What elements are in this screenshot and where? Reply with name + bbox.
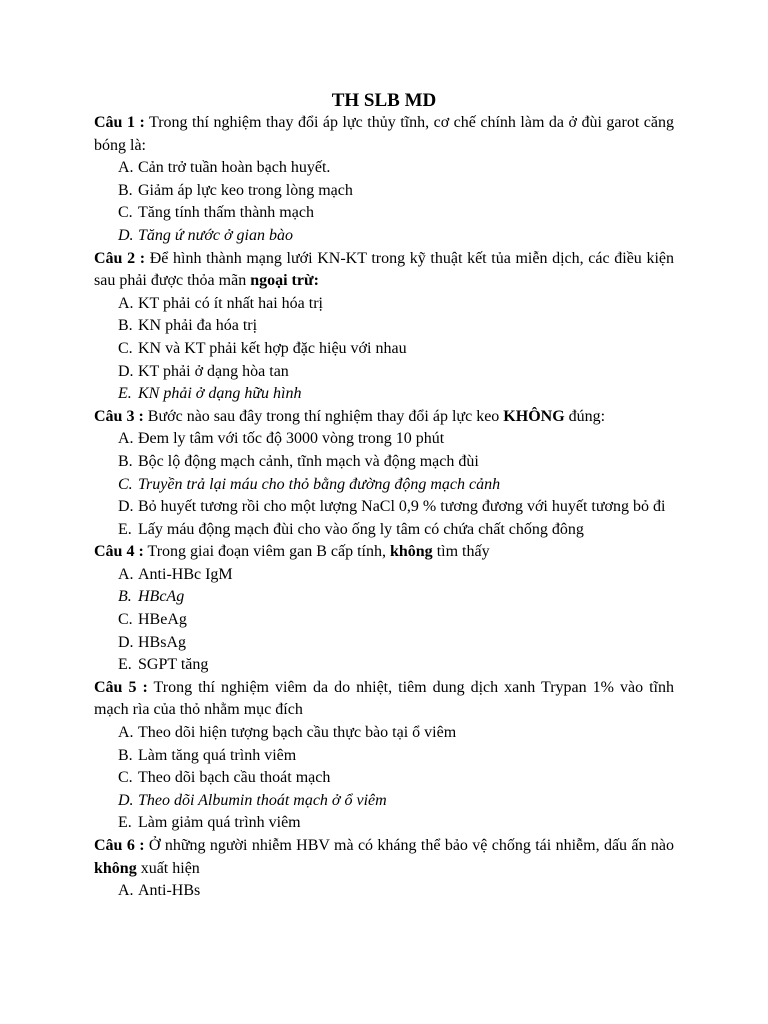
stem-text: Trong thí nghiệm viêm da do nhiệt, tiêm dung dịch xanh Trypan 1% vào tĩnh mạch rìa của thỏ nhằm mục đích [94,678,674,719]
option-letter: D. [118,498,134,516]
question-4 [94,541,674,677]
option-text: Đem ly tâm với tốc độ 3000 vòng trong 10 phút [138,430,445,448]
option-item [118,745,674,768]
option-text: SGPT tăng [138,656,209,674]
stem-text: Bước nào sau đây trong thí nghiệm thay đổi áp lực keo [143,407,504,425]
question-label: Câu 4 : [94,543,144,561]
option-item [118,428,674,451]
option-letter: C. [118,475,133,493]
option-text: Theo dõi bạch cầu thoát mạch [138,769,331,787]
emphasis-text: ngoại trừ: [250,272,319,290]
option-letter: D. [118,226,134,244]
option-letter: C. [118,611,133,629]
option-text: HBcAg [138,588,185,606]
option-text: Truyền trả lại máu cho thỏ bằng đường động mạch cảnh [138,475,501,493]
option-item [118,722,674,745]
option-letter: B. [118,317,133,335]
question-stem [94,112,674,157]
stem-text: xuất hiện [136,859,200,877]
option-item [118,564,674,587]
question-1 [94,112,674,248]
question-stem [94,406,674,429]
option-text: Theo dõi Albumin thoát mạch ở ổ viêm [138,791,387,809]
option-text: HBsAg [138,633,187,651]
stem-text: tìm thấy [432,543,490,561]
option-item [118,812,674,835]
question-stem [94,677,674,722]
option-item [118,609,674,632]
option-item [118,361,674,384]
option-item [118,293,674,316]
question-label: Câu 2 : [94,249,146,267]
option-text: Cản trở tuần hoàn bạch huyết. [138,159,331,177]
option-letter: A. [118,430,134,448]
question-label: Câu 1 : [94,114,145,131]
option-text: Giảm áp lực keo trong lòng mạch [138,181,353,199]
option-item [118,519,674,542]
option-item [118,654,674,677]
option-list [94,293,674,406]
question-label: Câu 3 : [94,407,144,425]
option-list [94,564,674,677]
option-letter: D. [118,791,134,809]
question-6 [94,835,674,903]
option-text: Làm tăng quá trình viêm [138,746,297,764]
option-item [118,180,674,203]
question-5 [94,677,674,835]
option-letter: E. [118,814,132,832]
option-item [118,451,674,474]
stem-text: Để hình thành mạng lưới KN-KT trong kỹ thuật kết tủa miễn dịch, các điều kiện sau phải được thỏa mãn [94,249,675,290]
emphasis-text: không [94,859,137,877]
document-title: TH SLB MD [331,90,437,111]
option-letter: A. [118,294,134,312]
option-letter: B. [118,452,133,470]
option-letter: C. [118,339,133,357]
option-letter: E. [118,385,132,403]
option-list [94,157,674,247]
option-list [94,722,674,835]
option-item [118,315,674,338]
option-item [118,790,674,813]
stem-text: đúng: [564,407,606,425]
option-list [94,880,674,903]
option-item [118,632,674,655]
option-item [118,767,674,790]
stem-text: Ở những người nhiễm HBV mà có kháng thể bảo vệ chống tái nhiễm, dấu ấn nào [144,837,675,854]
option-text: Tăng ứ nước ở gian bào [138,226,293,244]
question-stem [94,835,674,880]
option-item [118,586,674,609]
option-letter: B. [118,588,132,606]
option-text: Bỏ huyết tương rồi cho một lượng NaCl 0,9 % tương đương với huyết tương bỏ đi [138,498,666,516]
option-text: Tăng tính thấm thành mạch [138,204,314,222]
option-text: Anti-HBs [138,882,201,900]
option-item [118,496,674,519]
option-list [94,428,674,541]
question-stem [94,248,674,293]
option-text: Lấy máu động mạch đùi cho vào ống ly tâm có chứa chất chống đông [138,520,584,538]
option-letter: A. [118,565,134,583]
question-list [94,112,674,903]
emphasis-text: không [389,543,433,561]
question-2 [94,248,674,406]
option-letter: B. [118,746,133,764]
option-text: Anti-HBc IgM [138,565,233,583]
option-item [118,880,674,903]
option-letter: A. [118,724,134,742]
emphasis-text: KHÔNG [503,407,565,425]
question-label: Câu 5 : [94,678,148,696]
stem-text: Trong thí nghiệm thay đổi áp lực thủy tĩnh, cơ chế chính làm da ở đùi garot căng bóng là: [94,114,675,154]
option-text: Theo dõi hiện tượng bạch cầu thực bào tại ổ viêm [138,724,457,742]
option-item [118,338,674,361]
option-text: KT phải ở dạng hòa tan [138,362,289,380]
option-letter: A. [118,882,134,900]
option-letter: E. [118,656,132,674]
question-label: Câu 6 : [94,837,145,854]
option-text: KT phải có ít nhất hai hóa trị [138,294,323,312]
option-item [118,225,674,248]
option-item [118,157,674,180]
option-item [118,383,674,406]
option-letter: E. [118,520,132,538]
option-letter: B. [118,181,133,199]
option-item [118,474,674,497]
option-text: HBeAg [138,611,187,629]
option-letter: A. [118,159,134,177]
option-letter: C. [118,204,133,222]
option-letter: D. [118,362,134,380]
option-letter: D. [118,633,134,651]
option-letter: C. [118,769,133,787]
option-text: KN phải ở dạng hữu hình [138,385,302,403]
stem-text: Trong giai đoạn viêm gan B cấp tính, [143,543,390,561]
question-stem [94,541,674,564]
option-text: KN và KT phải kết hợp đặc hiệu với nhau [138,339,407,357]
option-text: Bộc lộ động mạch cảnh, tĩnh mạch và động mạch đùi [138,452,479,470]
option-text: Làm giảm quá trình viêm [138,814,301,832]
option-text: KN phải đa hóa trị [138,317,258,335]
option-item [118,202,674,225]
question-3 [94,406,674,542]
